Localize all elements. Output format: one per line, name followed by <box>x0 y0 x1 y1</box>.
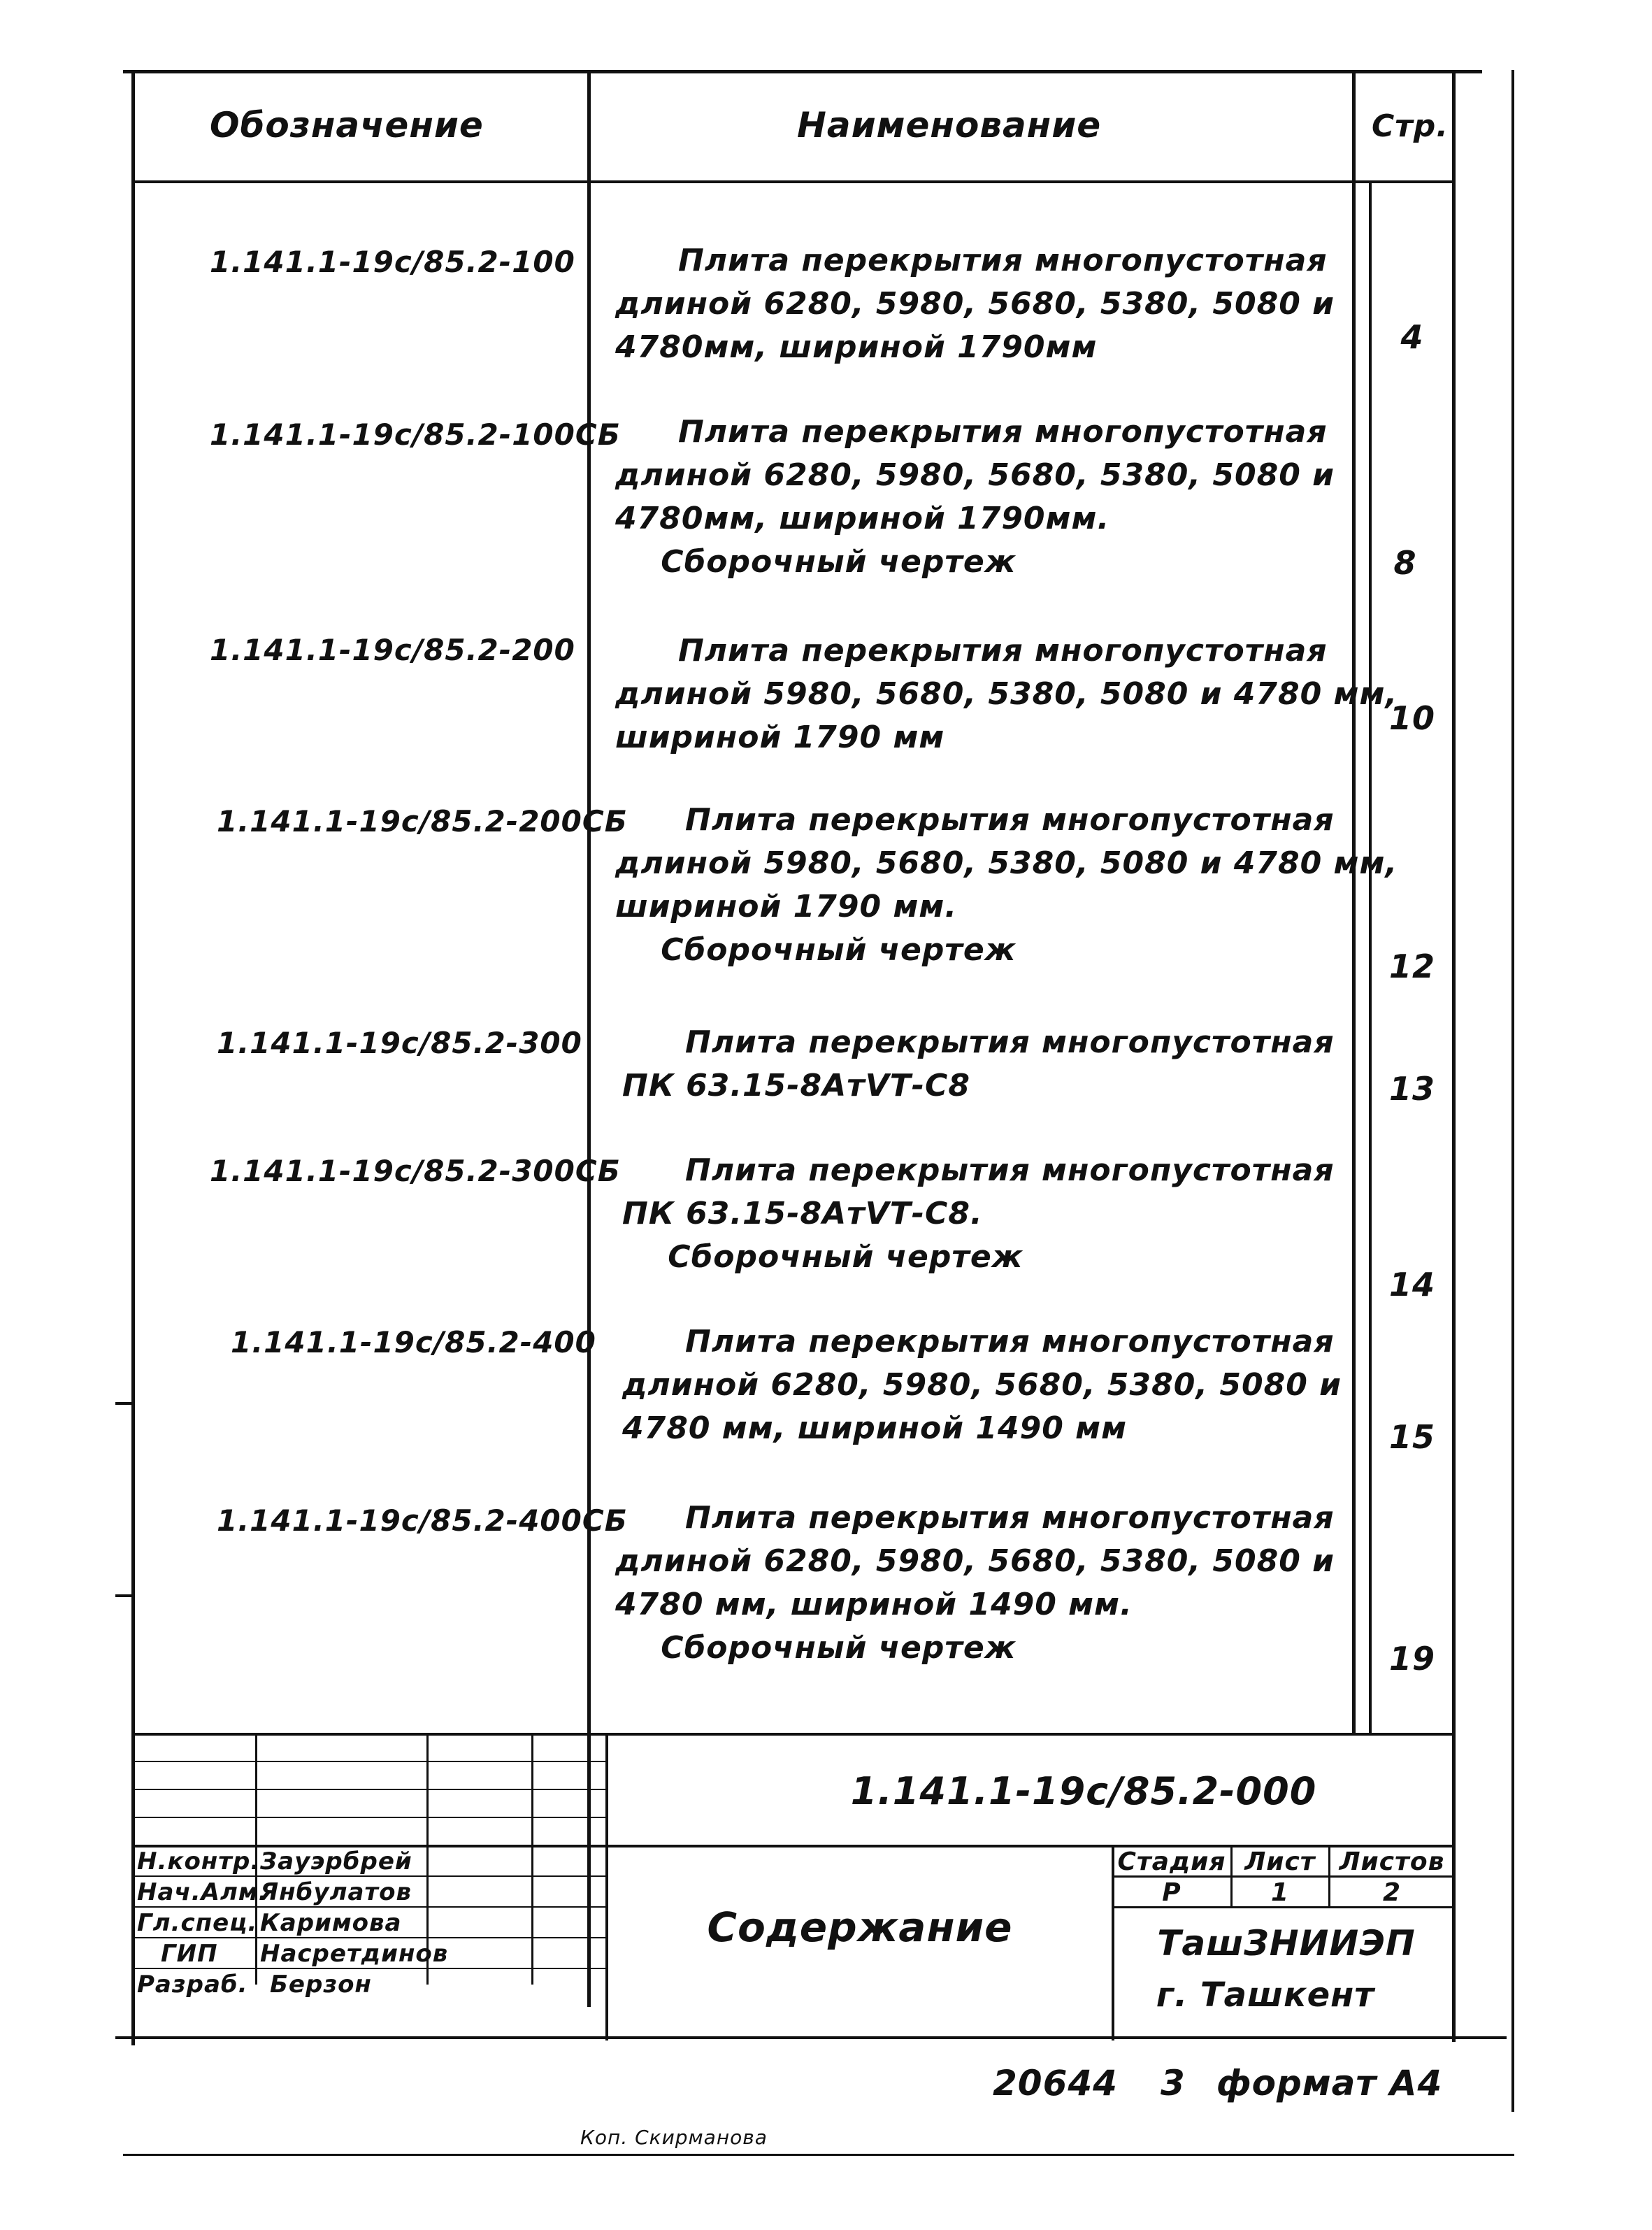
footer-format: формат А4 <box>1216 2063 1443 2103</box>
page-bottom-rule <box>123 2154 1514 2156</box>
tb-row-1 <box>131 1761 607 1762</box>
tb-row-7 <box>131 1968 607 1969</box>
tb-row-5 <box>131 1906 607 1908</box>
row-page: 10 <box>1388 699 1435 737</box>
row-description: Плита перекрытия многопустотная длиной 6280, 5980, 5680, 5380, 5080 и 4780мм, шириной 1790мм. Сборочный чертеж <box>615 414 1335 580</box>
row-page: 8 <box>1393 544 1417 582</box>
tb-sheet: 1 <box>1270 1878 1290 1907</box>
frame-right-outer <box>1511 70 1514 2112</box>
row-description: Плита перекрытия многопустотная длиной 5980, 5680, 5380, 5080 и 4780 мм, шириной 1790 мм <box>615 633 1398 755</box>
tb-row-2 <box>131 1789 607 1790</box>
footer-number: 20644 <box>993 2063 1118 2103</box>
row-page: 15 <box>1388 1418 1435 1456</box>
tb-role: Гл.спец. <box>137 1909 258 1937</box>
row-description: Плита перекрытия многопустотная длиной 6280, 5980, 5680, 5380, 5080 и 4780 мм, шириной 1490 мм <box>622 1324 1342 1446</box>
frame-left <box>131 70 135 2045</box>
tb-city: г. Ташкент <box>1156 1975 1375 2015</box>
tb-doc-code: 1.141.1-19с/85.2-000 <box>850 1769 1317 1813</box>
tb-row-6 <box>131 1937 607 1938</box>
tb-top <box>131 1733 1454 1736</box>
footer-copy: 3 <box>1161 2063 1186 2103</box>
tb-stage: Р <box>1162 1878 1181 1907</box>
row-page: 19 <box>1388 1640 1435 1678</box>
tb-role: ГИП <box>161 1940 218 1968</box>
tb-person: Берзон <box>270 1971 372 1999</box>
tb-col-d <box>605 1733 608 2040</box>
tb-role: Разраб. <box>137 1971 248 1999</box>
tb-col-c <box>531 1733 533 1985</box>
footer-copied-by: Коп. Скирманова <box>580 2126 768 2149</box>
tb-row-3 <box>131 1817 607 1818</box>
tb-row-4 <box>131 1875 607 1877</box>
row-code: 1.141.1-19с/85.2-400 <box>231 1325 596 1359</box>
tb-person: Насретдинов <box>260 1940 449 1968</box>
row-description: Плита перекрытия многопустотная ПК 63.15-8АтⅤТ-С8. Сборочный чертеж <box>622 1152 1335 1275</box>
tb-sheets-label: Листов <box>1339 1847 1445 1876</box>
frame-right <box>1452 70 1456 2042</box>
row-description: Плита перекрытия многопустотная длиной 5980, 5680, 5380, 5080 и 4780 мм, шириной 1790 мм. Сборочный чертеж <box>615 802 1398 968</box>
row-description: Плита перекрытия многопустотная ПК 63.15-8АтⅤТ-С8 <box>622 1024 1335 1103</box>
row-code: 1.141.1-19с/85.2-200СБ <box>217 804 628 838</box>
row-description: Плита перекрытия многопустотная длиной 6280, 5980, 5680, 5380, 5080 и 4780мм, шириной 1790мм <box>615 243 1335 365</box>
row-page: 13 <box>1388 1070 1435 1108</box>
tb-person: Каримова <box>260 1909 402 1937</box>
tb-sheet-label: Лист <box>1244 1847 1316 1876</box>
row-page: 4 <box>1400 318 1424 356</box>
frame-bottom <box>115 2036 1507 2039</box>
row-code: 1.141.1-19с/85.2-200 <box>210 633 575 667</box>
tb-person: Зауэрбрей <box>260 1847 412 1875</box>
tb-org: ТашЗНИИЭП <box>1157 1923 1416 1964</box>
row-description: Плита перекрытия многопустотная длиной 6280, 5980, 5680, 5380, 5080 и 4780 мм, шириной 1490 мм. Сборочный чертеж <box>615 1500 1335 1666</box>
row-code: 1.141.1-19с/85.2-100СБ <box>210 417 621 452</box>
row-page: 12 <box>1388 948 1435 985</box>
header-bottom-rule <box>131 180 1454 183</box>
header-name: Наименование <box>797 105 1102 145</box>
tb-role: Н.контр. <box>137 1847 261 1875</box>
col-sep-1 <box>587 70 591 2007</box>
header-designation: Обозначение <box>210 105 484 145</box>
row-code: 1.141.1-19с/85.2-300СБ <box>210 1154 621 1188</box>
frame-top <box>123 70 1482 73</box>
row-code: 1.141.1-19с/85.2-400СБ <box>217 1503 628 1538</box>
tb-title: Содержание <box>707 1903 1013 1951</box>
tb-sheets: 2 <box>1382 1878 1402 1907</box>
tb-stage-label: Стадия <box>1117 1847 1226 1876</box>
tb-person: Янбулатов <box>260 1878 412 1906</box>
tb-role: Нач.Алм. <box>137 1878 268 1906</box>
header-page: Стр. <box>1372 108 1449 144</box>
row-page: 14 <box>1388 1266 1435 1303</box>
row-code: 1.141.1-19с/85.2-300 <box>217 1026 582 1060</box>
row-code: 1.141.1-19с/85.2-100 <box>210 245 575 279</box>
margin-tick <box>115 1594 133 1597</box>
margin-tick <box>115 1402 133 1405</box>
